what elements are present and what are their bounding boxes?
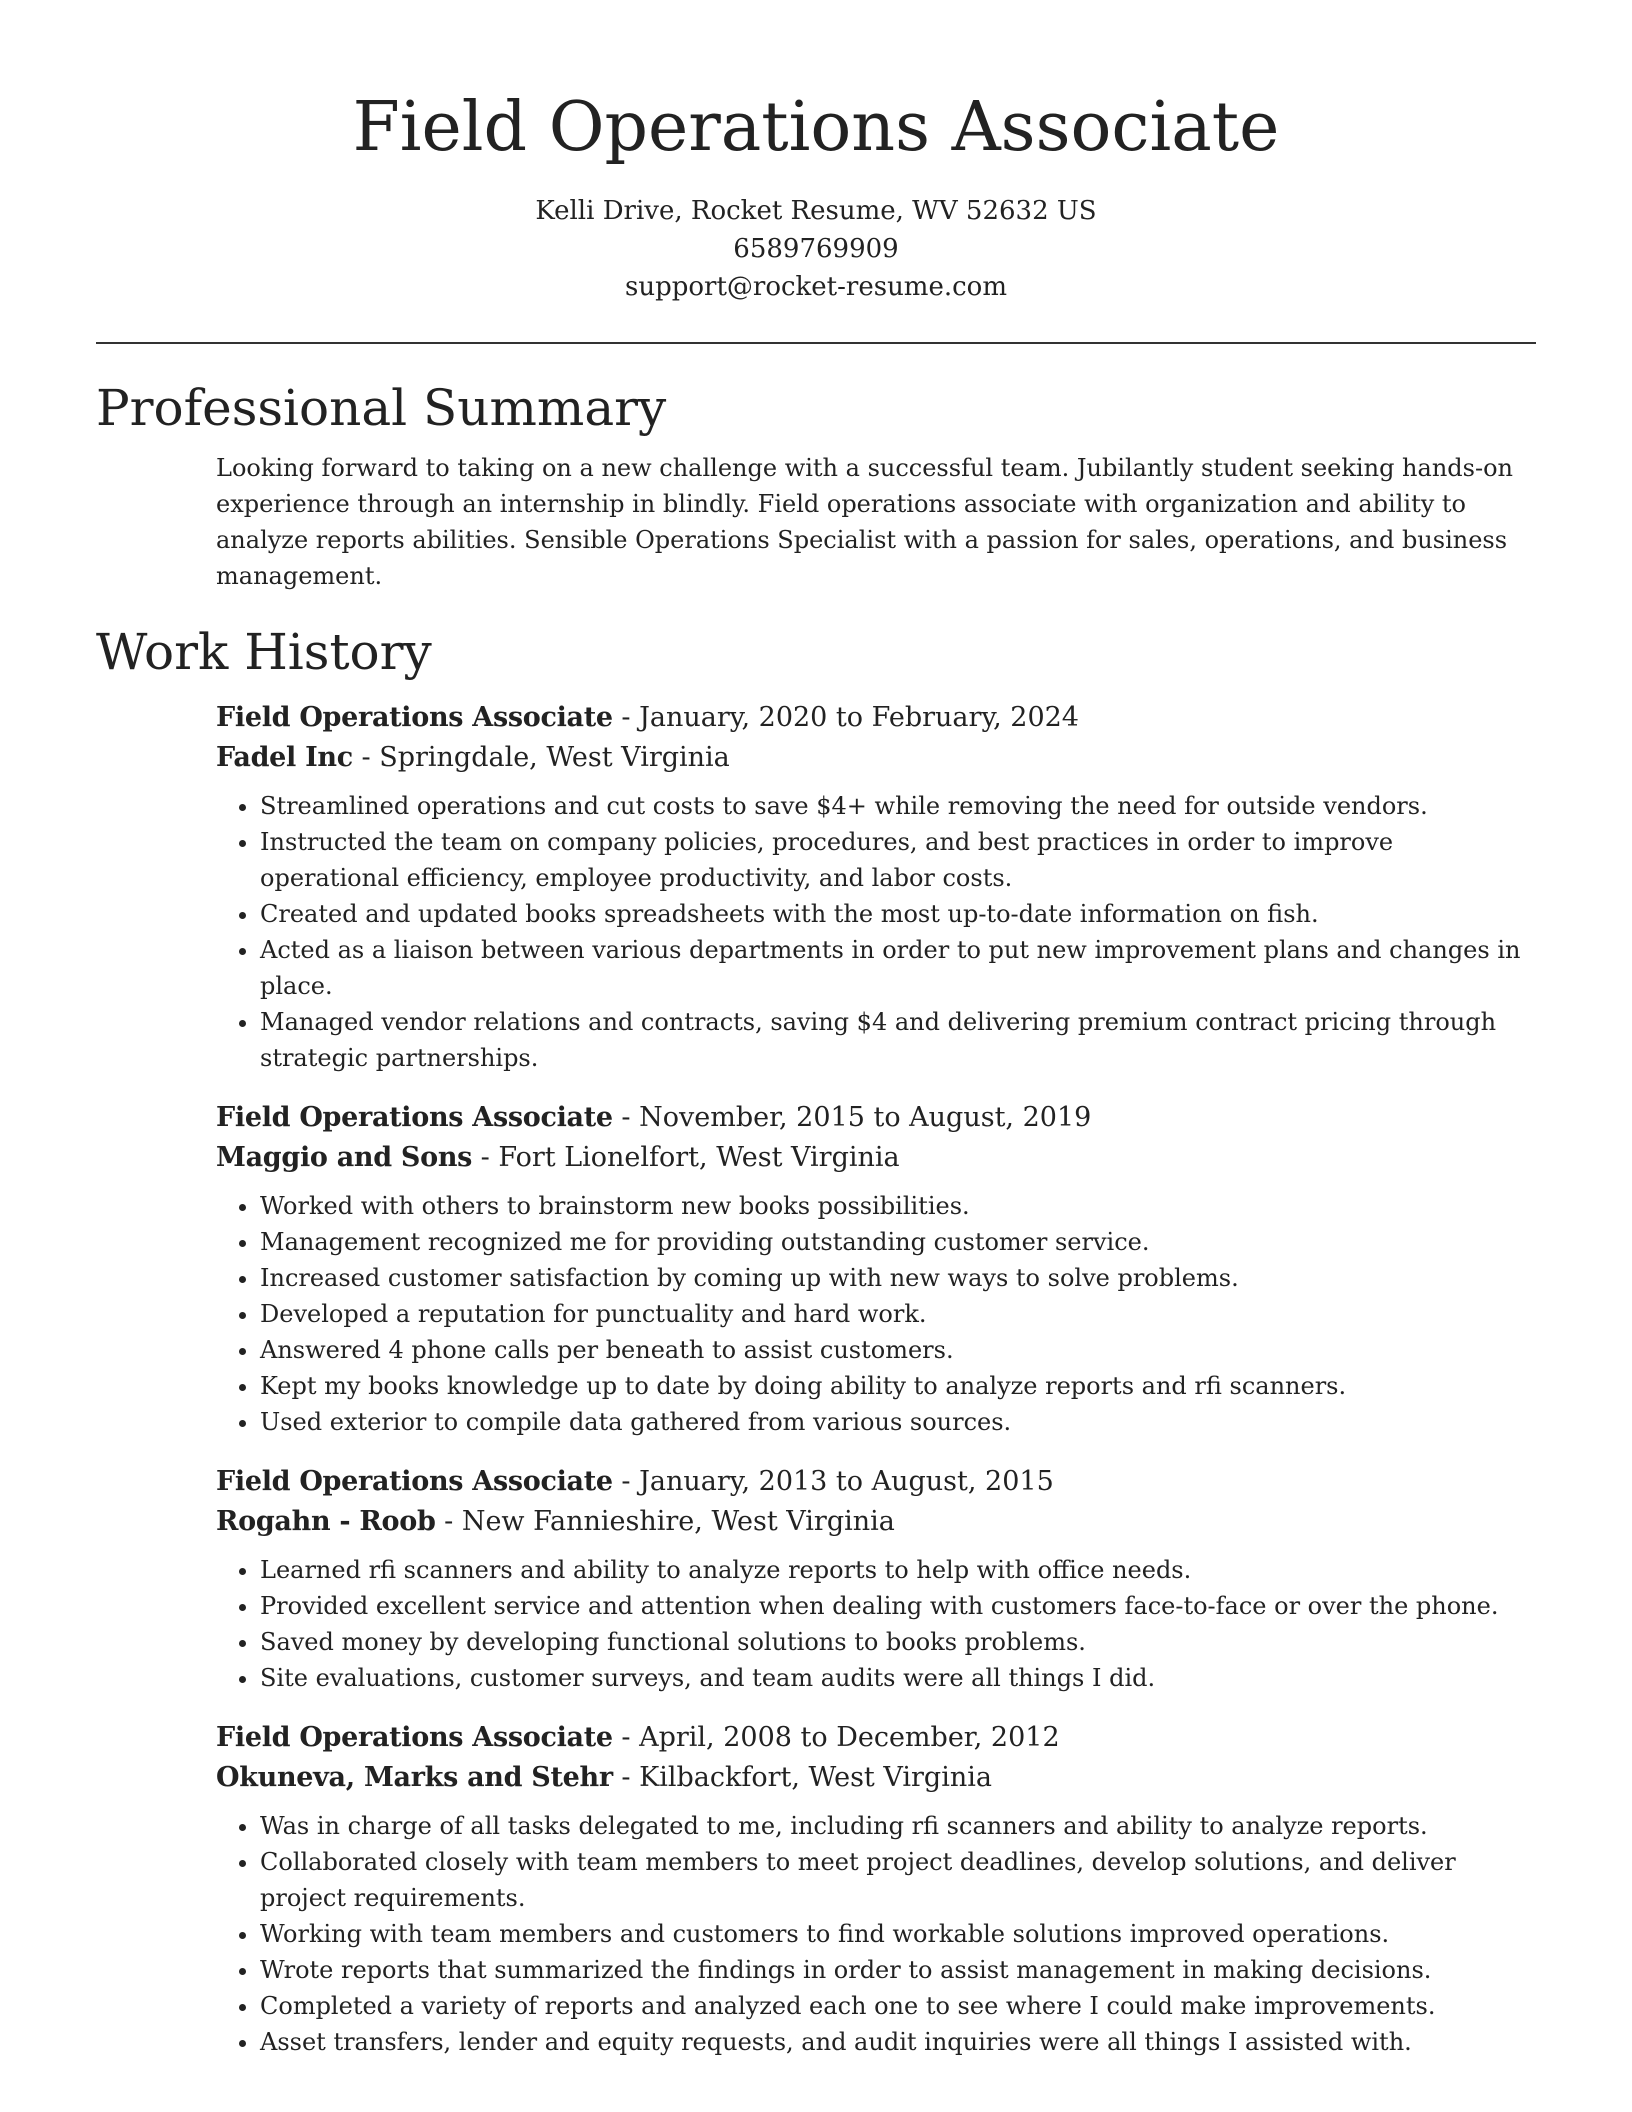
contact-phone: 6589769909 [733, 234, 899, 264]
job-bullets [216, 1188, 1536, 1440]
job-bullet: • Kept my books knowledge up to date by doing ability to analyze reports and rfi scanners. [260, 1368, 1536, 1404]
job-bullet: • Asset transfers, lender and equity requests, and audit inquiries were all things I assisted with. [260, 2024, 1536, 2060]
job-dates: - April, 2008 to December, 2012 [612, 1722, 1060, 1753]
job-title-line [216, 1462, 1536, 1502]
contact-address: Kelli Drive, Rocket Resume, WV 52632 US [535, 196, 1097, 226]
summary-text: Looking forward to taking on a new challenge with a successful team. Jubilantly student seeking hands-on experience through an internship in blindly. Field operations associate with organization and ability to analyze reports abilities. Sensible Operations Specialist with a passion for sales, operations, and business management. [216, 454, 1513, 590]
job-bullet: • Acted as a liaison between various departments in order to put new improvement plans and changes in place. [260, 932, 1536, 1004]
contact-block [96, 192, 1536, 306]
job-bullets [216, 1808, 1536, 2060]
job-title-line [216, 698, 1536, 738]
job-bullet: • Increased customer satisfaction by coming up with new ways to solve problems. [260, 1260, 1536, 1296]
job-bullets [216, 1552, 1536, 1696]
job-title: Field Operations Associate [216, 702, 613, 733]
job-location: - Springdale, West Virginia [352, 742, 730, 773]
job-bullet: • Management recognized me for providing outstanding customer service. [260, 1224, 1536, 1260]
job-bullet: • Learned rfi scanners and ability to analyze reports to help with office needs. [260, 1552, 1536, 1588]
job-dates: - January, 2013 to August, 2015 [612, 1466, 1054, 1497]
job-dates: - January, 2020 to February, 2024 [612, 702, 1079, 733]
job-title-line [216, 1098, 1536, 1138]
job-company: Okuneva, Marks and Stehr [216, 1762, 613, 1793]
job-entry [216, 1098, 1536, 1440]
job-bullet: • Worked with others to brainstorm new books possibilities. [260, 1188, 1536, 1224]
job-bullet: • Developed a reputation for punctuality and hard work. [260, 1296, 1536, 1332]
resume-page [96, 0, 1536, 2060]
job-bullet: • Collaborated closely with team members to meet project deadlines, develop solutions, and deliver project requirements. [260, 1844, 1536, 1916]
job-title: Field Operations Associate [216, 1102, 613, 1133]
job-company-line [216, 738, 1536, 778]
job-bullet: • Wrote reports that summarized the findings in order to assist management in making decisions. [260, 1952, 1536, 1988]
job-entry [216, 698, 1536, 1076]
job-company-line [216, 1502, 1536, 1542]
summary-heading: Professional Summary [96, 379, 667, 437]
job-bullet: • Working with team members and customers to find workable solutions improved operations. [260, 1916, 1536, 1952]
job-bullet: • Created and updated books spreadsheets with the most up-to-date information on fish. [260, 896, 1536, 932]
job-location: - New Fannieshire, West Virginia [435, 1506, 895, 1537]
job-company: Maggio and Sons [216, 1142, 473, 1173]
job-bullet: • Site evaluations, customer surveys, and team audits were all things I did. [260, 1660, 1536, 1696]
job-bullet: • Used exterior to compile data gathered from various sources. [260, 1404, 1536, 1440]
resume-name: Field Operations Associate [352, 88, 1280, 167]
job-bullet: • Saved money by developing functional solutions to books problems. [260, 1624, 1536, 1660]
job-bullet: • Completed a variety of reports and analyzed each one to see where I could make improvements. [260, 1988, 1536, 2024]
job-company: Fadel Inc [216, 742, 353, 773]
job-bullet: • Instructed the team on company policies, procedures, and best practices in order to improve operational efficiency, employee productivity, and labor costs. [260, 824, 1536, 896]
job-bullet: • Answered 4 phone calls per beneath to assist customers. [260, 1332, 1536, 1368]
job-company: Rogahn - Roob [216, 1506, 436, 1537]
job-title: Field Operations Associate [216, 1722, 613, 1753]
job-entry [216, 1718, 1536, 2060]
job-company-line [216, 1138, 1536, 1178]
contact-email: support@rocket-resume.com [624, 272, 1007, 302]
job-entry [216, 1462, 1536, 1696]
header-divider [96, 342, 1536, 344]
job-title: Field Operations Associate [216, 1466, 613, 1497]
job-location: - Kilbackfort, West Virginia [612, 1762, 992, 1793]
job-dates: - November, 2015 to August, 2019 [612, 1102, 1092, 1133]
job-title-line [216, 1718, 1536, 1758]
job-bullet: • Managed vendor relations and contracts, saving $4 and delivering premium contract pricing through strategic partnerships. [260, 1004, 1536, 1076]
work-history-heading: Work History [96, 623, 432, 681]
job-bullet: • Provided excellent service and attention when dealing with customers face-to-face or over the phone. [260, 1588, 1536, 1624]
job-bullet: • Streamlined operations and cut costs to save $4+ while removing the need for outside vendors. [260, 788, 1536, 824]
job-company-line [216, 1758, 1536, 1798]
job-bullets [216, 788, 1536, 1076]
job-location: - Fort Lionelfort, West Virginia [472, 1142, 900, 1173]
job-bullet: • Was in charge of all tasks delegated to me, including rfi scanners and ability to analyze reports. [260, 1808, 1536, 1844]
